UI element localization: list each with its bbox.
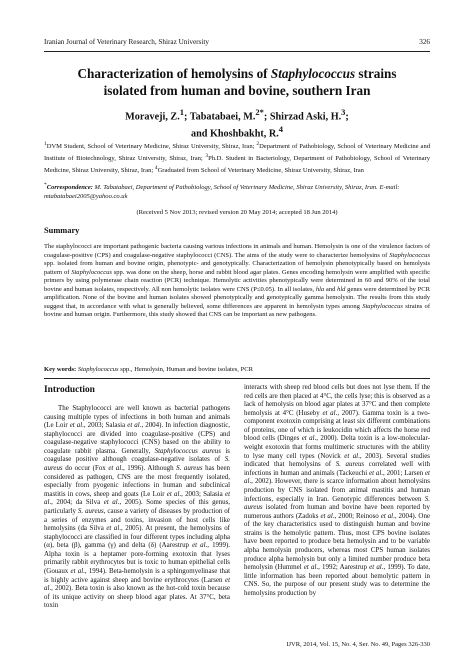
header-rule bbox=[44, 51, 430, 52]
keywords: Key words: Staphylococcus spp., Hemolysin, Human and bovine isolates, PCR bbox=[44, 366, 253, 373]
affiliations: $^1$DVM Student, School of Veterinary Medicine, Shiraz University, Shiraz, Iran; $^2$Department of Pathobiology, School of Veterinary Medicine and Institute of Biotechnology, Shiraz University, Shiraz, Iran; $^3$Ph.D. Student in Bacteriology, Department of Pathobiology, School of Veterinary Medicine, Shiraz University, Shiraz, Iran; $^4$Graduated from School of Veterinary Medicine, Shiraz University, Shiraz, Iran bbox=[44, 141, 430, 174]
running-header bbox=[44, 38, 430, 50]
received-dates: (Received 5 Nov 2013; revised version 20 May 2014; accepted 18 Jun 2014) bbox=[136, 209, 338, 216]
keywords-rule bbox=[44, 378, 430, 379]
summary-heading: Summary bbox=[44, 226, 80, 235]
article-title: Characterization of hemolysins of Staphylococcus strains isolated from human and bovine, southern Iran bbox=[77, 66, 397, 98]
journal-name: Iranian Journal of Veterinary Research, Shiraz University bbox=[44, 38, 209, 46]
summary-text: The staphylococci are important pathogenic bacteria causing various infections in animals and human. Hemolysin is one of the virulence factors of coagulase-positive (CPS) and coagulase-negative staphylococci (CNS). The aims of the study were to characterize hemolysins of Staphylococcus spp. isolated from human and bovine origin, phenotypic- and genotypically. Characterization of hemolysin phenotypically based on hemolysis pattern of Staphylococcus spp. was done on the sheep, horse and rabbit blood agar plates. Genes encoding hemolysin were amplified with specific primers by using polymerase chain reaction (PCR) technique. Hemolytic activities phenotypically were determined in 60 and 90% of the total bovine and human isolates, respectively. All non hemolytic isolates were CNS (P≤0.05). In all isolates, hla and hld genes were determined by PCR amplification. None of the bovine and human isolates showed phenotypically and genotypically gamma hemolysin. The results from this study suggest that, in accordance with what is generally believed, some differences are apparent in hemolysin types among Staphylococcus strains of bovine and human origin. Furthermore, this study showed that CNS can be important as new pathogens. bbox=[44, 243, 430, 319]
page-footer: IJVR, 2014, Vol. 15, No. 4, Ser. No. 49, Pages 326-330 bbox=[286, 641, 430, 648]
page-number: 326 bbox=[419, 38, 430, 46]
introduction-heading: Introduction bbox=[44, 385, 95, 395]
correspondence: *Correspondence: M. Tabatabaei, Department of Pathobiology, School of Veterinary Medicine, Shiraz University, Shiraz, Iran. E-mail: mtabatabaei2005@yahoo.co.uk bbox=[44, 182, 400, 200]
right-column-text: interacts with sheep red blood cells but does not lyse them. If the red cells are then placed at 4°C, the cells lyse; this is observed as a lack of hemolysis on blood agar plates at 37°C and then complete hemolysis at 4°C (Huseby et al., 2007). Gamma toxin is a two-component exotoxin comprising at least six different combinations of proteins, one of which is leukocidin which affects the horse red blood cells (Dinges et al., 2000). Delta toxin is a low-molecular-weight exotoxin that forms multimeric structures with the ability to lyse many cell types (Novick et al., 2003). Several studies indicated that hemolysins of S. aureus correlated well with infections in human and animals (Tackeuchi et al., 2001; Larsen et al., 2002). However, there is scarce information about hemolysins production by CNS isolated from animal mastitis and human infections, especially in Iran. Genotypic differences between S. aureus isolated from human and bovine have been reported by numerous authors (Zadoks et al., 2000; Reinoso et al., 2004). One of the key characteristics used to distinguish human and bovine strains is the hemolytic pattern. Thus, most CPS bovine isolates have been reported to produce beta hemolysin and to be variable alpha hemolysin producers, whereas most CPS human isolates produce alpha hemolysin but only a limited number produce beta hemolysin (Hummel et al., 1992; Aarestrup et al., 1999). To date, little information has been reported about hemolytic pattern in CNS. So, the purpose of our present study was to determine the hemolysins production by bbox=[244, 383, 431, 597]
author-list: Moraveji, Z.$^1$; Tabatabaei, M.$^{2*}$; Shirzad Aski, H.$^3$; and Khoshbakht, R.$^4$ bbox=[125, 107, 349, 140]
left-column-text: The Staphylococci are well known as bacterial pathogens causing multiple types of infections in both human and animals (Le Loir et al., 2003; Salasia et al., 2004). In infection diagnostic, staphylococci are divided into coagulase-positive (CPS) and coagulase-negative staphylococci (CNS) based on the ability to coagulate rabbit plasma. Generally, Staphylococcus aureus is coagulase positive although coagulase-negative isolates of S. aureus do occur (Fox et al., 1996). Although S. aureus has been considered as pathogen, CNS are the most frequently isolated, especially from pyogenic infections in human and subclinical mastitis in cows, sheep and goats (Le Loir et al., 2003; Salasia et al., 2004; da Silva et al., 2005). Some species of this genus, particularly S. aureus, cause a variety of diseases by production of a series of enzymes and toxins, invasion of host cells like hemolysins (da Silva et al., 2005). At present, the hemolysins of staphylococci are classified in four different types including alpha (α), beta (β), gamma (γ) and delta (δ) (Aarestrup et al., 1999). Alpha toxin is a heptamer pore-forming exotoxin that lyses primarily rabbit erythrocytes but is toxic to human epithelial cells (Gouaux et al., 1994). Beta-hemolysin is a sphingomyelinase that is highly active against sheep and bovine erythrocytes (Larsen et al., 2002). Beta toxin is also known as the hot-cold toxin because of its unique activity on sheep blood agar plates. At 37°C, beta toxin bbox=[44, 404, 231, 610]
